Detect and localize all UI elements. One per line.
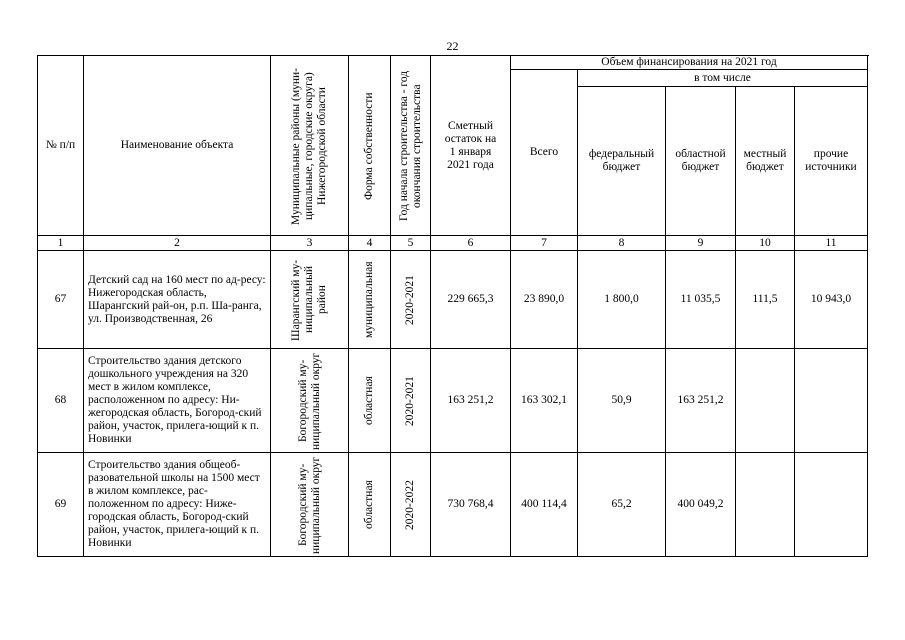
district-cell: Богородский му-ниципальный округ: [271, 349, 349, 453]
other-value: [795, 453, 868, 557]
column-number: 11: [795, 236, 868, 251]
federal-value: 1 800,0: [578, 251, 666, 349]
local-value: [736, 349, 795, 453]
row-no: 69: [38, 453, 84, 557]
header-local: местный бюджет: [736, 87, 795, 236]
district-cell: Шарангский му-ниципальный район: [271, 251, 349, 349]
column-number: 9: [666, 236, 736, 251]
column-number: 2: [84, 236, 271, 251]
federal-value: 65,2: [578, 453, 666, 557]
header-federal: федеральный бюджет: [578, 87, 666, 236]
table-row: [38, 251, 868, 349]
estimate-value: 730 768,4: [431, 453, 511, 557]
header-total: Всего: [511, 70, 578, 236]
column-number: 7: [511, 236, 578, 251]
object-name: Строительство здания детского дошкольного учреждения на 320 мест в жилом комплексе, расположенном по адресу: Ни-жегородская область, Богород-ский район, участок, прилега-ющий к п. Новинки: [84, 349, 271, 453]
object-name: Строительство здания общеоб-разовательной школы на 1500 мест в жилом комплексе, рас-положенном по адресу: Ниже-городская область, Богород-ский район, участок, прилега-ющий к п. Новинки: [84, 453, 271, 557]
column-number: 8: [578, 236, 666, 251]
ownership-cell: муниципальная: [349, 251, 391, 349]
federal-value: 50,9: [578, 349, 666, 453]
header-other: прочие источники: [795, 87, 868, 236]
total-value: 23 890,0: [511, 251, 578, 349]
years-cell: 2020-2021: [391, 251, 431, 349]
other-value: [795, 349, 868, 453]
estimate-value: 163 251,2: [431, 349, 511, 453]
regional-value: 11 035,5: [666, 251, 736, 349]
column-number: 4: [349, 236, 391, 251]
ownership-cell: областная: [349, 349, 391, 453]
column-number: 6: [431, 236, 511, 251]
row-no: 68: [38, 349, 84, 453]
financing-table: [37, 55, 868, 557]
header-district: Муниципальные районы (муни-ципальные, городские округа) Нижегородской области: [271, 56, 349, 236]
regional-value: 163 251,2: [666, 349, 736, 453]
total-value: 163 302,1: [511, 349, 578, 453]
ownership-cell: областная: [349, 453, 391, 557]
header-including: в том числе: [578, 70, 868, 87]
table-row: [38, 453, 868, 557]
years-cell: 2020-2022: [391, 453, 431, 557]
local-value: [736, 453, 795, 557]
column-number: 3: [271, 236, 349, 251]
page-number: 22: [446, 39, 459, 53]
header-name: Наименование объекта: [84, 56, 271, 236]
header-estimate: Сметный остаток на 1 января 2021 года: [431, 56, 511, 236]
header-financing: Объем финансирования на 2021 год: [511, 56, 868, 70]
header-regional: областной бюджет: [666, 87, 736, 236]
other-value: 10 943,0: [795, 251, 868, 349]
district-cell: Богородский му-ниципальный округ: [271, 453, 349, 557]
object-name: Детский сад на 160 мест по ад-ресу: Нижегородская область, Шарангский рай-он, р.п. Ша-ранга, ул. Производственная, 26: [84, 251, 271, 349]
row-no: 67: [38, 251, 84, 349]
estimate-value: 229 665,3: [431, 251, 511, 349]
total-value: 400 114,4: [511, 453, 578, 557]
years-cell: 2020-2021: [391, 349, 431, 453]
header-ownership: Форма собственности: [349, 56, 391, 236]
column-number: 5: [391, 236, 431, 251]
header-years: Год начала строительства - год окончания строительства: [391, 56, 431, 236]
column-number-row: [38, 236, 868, 251]
column-number: 10: [736, 236, 795, 251]
header-no: № п/п: [38, 56, 84, 236]
column-number: 1: [38, 236, 84, 251]
table-row: [38, 349, 868, 453]
local-value: 111,5: [736, 251, 795, 349]
regional-value: 400 049,2: [666, 453, 736, 557]
